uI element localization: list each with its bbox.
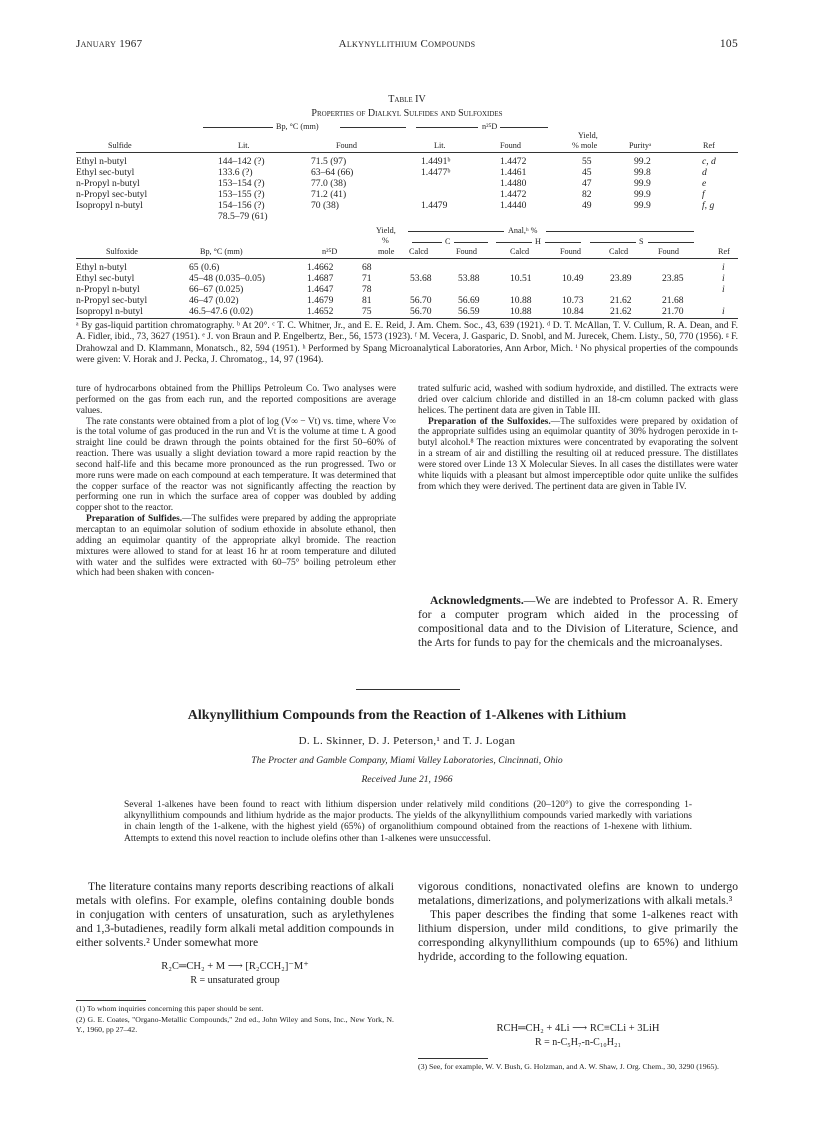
ref: i xyxy=(722,306,725,317)
bp-found: 63–64 (66) xyxy=(311,167,354,178)
ref: c, d xyxy=(702,156,716,167)
c-calcd-value: 56.70 xyxy=(410,295,432,306)
nd: 1.4647 xyxy=(307,284,334,295)
col-n-lit: Lit. xyxy=(434,141,446,150)
footnote-rule xyxy=(418,1058,488,1059)
nd-group-header: n²⁵D xyxy=(482,122,498,131)
article-separator xyxy=(356,689,460,690)
bp-lit: 133.6 (?) xyxy=(218,167,253,178)
s-rule-right xyxy=(648,242,694,243)
yield-header-2: % mole xyxy=(572,141,598,150)
bp: 46.5–47.6 (0.02) xyxy=(189,306,253,317)
col-purity: Purityᵃ xyxy=(629,141,652,150)
n-found: 1.4461 xyxy=(500,167,527,178)
bp-group-header: Bp, °C (mm) xyxy=(276,122,319,131)
c-header: C xyxy=(445,237,451,246)
bp: 46–47 (0.02) xyxy=(189,295,239,306)
paragraph-text: —The sulfoxides were prepared by oxidation of the appropriate sulfides using an equimolar quantity of 30% hydrogen peroxide in t-butyl alcohol.⁸ The reaction mixtures were concentrated by evaporating the solvent in a stream of air and distilling the resulting oil at reduced pressure. The distillates were stored over Linde 13 X Molecular Sieves. In all cases the distillates were water white liquids with a pleasant but almost imperceptible odor quite unlike the sulfides from which they were derived. The pertinent data are given in Table IV. xyxy=(418,416,738,492)
paragraph xyxy=(418,594,738,650)
yield: 82 xyxy=(582,189,592,200)
header-date: January 1967 xyxy=(76,38,143,50)
article-left-column xyxy=(76,880,394,950)
anal-rule-right xyxy=(546,231,694,232)
yield: 71 xyxy=(362,273,372,284)
yield: 81 xyxy=(362,295,372,306)
bp-group-rule-left xyxy=(203,127,273,128)
sulfide-name: n-Propyl n-butyl xyxy=(76,178,140,189)
equation-2-note: R = n-C₅H₇-n-C₁₀H₂₁ xyxy=(534,1037,621,1048)
h-calcd: Calcd xyxy=(510,247,530,256)
col-ref: Ref xyxy=(718,247,730,256)
col-ref: Ref xyxy=(703,141,715,150)
equation-1: R₂C═CH₂ + M ⟶ [R₂CCH₂]⁻M⁺ xyxy=(161,961,309,972)
paragraph: This paper describes the finding that some 1-alkenes react with lithium dispersion, under mild conditions, to give primarily the corresponding alkynyllithium compounds (up to 65%) and lithium hydride, according to the following equation. xyxy=(418,907,738,963)
c-calcd-value: 56.70 xyxy=(410,306,432,317)
s-found-value: 21.68 xyxy=(662,295,684,306)
equation-2: RCH═CH₂ + 4Li ⟶ RC≡CLi + 3LiH xyxy=(496,1023,660,1034)
s-rule-left xyxy=(590,242,636,243)
footnote-rule xyxy=(76,1000,146,1001)
bp-group-rule-right xyxy=(340,127,406,128)
c-rule-right xyxy=(454,242,488,243)
bp-lit: 153–154 (?) xyxy=(218,178,265,189)
s-header: S xyxy=(639,237,644,246)
sx-yield-header-2: % xyxy=(382,236,389,245)
ref: f xyxy=(702,189,705,200)
abstract: Several 1-alkenes have been found to react with lithium dispersion under relatively mild conditions (20–120°) to give the corresponding 1-alkynyllithium compounds and lithium hydride as the major products. The yields of the alkynyllithium compounds varied markedly with variations in chain length of the 1-alkene, with the highest yield (65%) of organolithium compound obtained from the reactions of 1-hexene with lithium. Attempts to extend this novel reaction to include olefins other than 1-alkenes were unsuccessful. xyxy=(124,800,692,844)
sulfide-name: Isopropyl n-butyl xyxy=(76,200,143,211)
prev-article-left-column xyxy=(76,384,396,579)
yield: 75 xyxy=(362,306,372,317)
section-heading: Acknowledgments. xyxy=(430,594,524,607)
ref: i xyxy=(722,273,725,284)
yield-header-1: Yield, xyxy=(578,131,598,140)
nd: 1.4662 xyxy=(307,262,334,273)
footnote-1: (1) To whom inquiries concerning this paper should be sent. xyxy=(76,1004,264,1013)
sx-yield-header-1: Yield, xyxy=(376,226,396,235)
nd: 1.4687 xyxy=(307,273,334,284)
article-affiliation: The Procter and Gamble Company, Miami Valley Laboratories, Cincinnati, Ohio xyxy=(251,755,563,766)
sulfide-name: n-Propyl sec-butyl xyxy=(76,189,148,200)
col-lit: Lit. xyxy=(238,141,250,150)
table-footnotes: ᵃ By gas-liquid partition chromatography. ᵇ At 20°. ᶜ T. C. Whitner, Jr., and E. E. Reid, J. Am. Chem. Soc., 43, 639 (1921). ᵈ D. T. McAllan, T. V. Cullum, R. A. Dean, and F. A. Fidler, ibid., 73, 3627 (1951). ᵉ J. von Braun and P. Engelbertz, Ber., 56, 1573 (1923). ᶠ M. Vecera, J. Gasparic, D. Snobl, and M. Jurecek, Chem. Listy., 50, 770 (1956). ᵍ F. Drahowzal and D. Klammann, Monatsch., 82, 594 (1951). ʰ Performed by Spang Microanalytical Laboratories, Ann Arbor, Mich. ⁱ No physical properties of the compounds were given: V. Horak and J. Pecka, J. Chromatog., 14, 97 (1964). xyxy=(76,321,738,366)
sulfoxide-name: Ethyl sec-butyl xyxy=(76,273,135,284)
c-calcd: Calcd xyxy=(409,247,429,256)
purity: 99.9 xyxy=(634,178,651,189)
paragraph-text: —We are indebted to Professor A. R. Emery for a computer program which aided in the processing of compositional data and to the Division of Literature, Science, and the Arts for funds to pay for the chemicals and the microanalyses. xyxy=(418,594,738,649)
paragraph: ture of hydrocarbons obtained from the Phillips Petroleum Co. Two analyses were performed on the gas from each run, and the reported compositions are average values. xyxy=(76,384,396,416)
equation-1-note: R = unsaturated group xyxy=(190,975,280,986)
acknowledgments xyxy=(418,594,738,650)
c-found-value: 56.59 xyxy=(458,306,480,317)
sulfoxide-name: n-Propyl n-butyl xyxy=(76,284,140,295)
prev-article-right-column xyxy=(418,384,738,492)
n-found: 1.4480 xyxy=(500,178,527,189)
paragraph xyxy=(76,514,396,579)
footnote-2: (2) G. E. Coates, "Organo-Metallic Compounds," 2nd ed., John Wiley and Sons, Inc., New York, N. Y., 1960, pp 27–42. xyxy=(76,1015,394,1034)
yield: 47 xyxy=(582,178,592,189)
col-sulfoxide: Sulfoxide xyxy=(106,247,138,256)
s-calcd-value: 21.62 xyxy=(610,306,632,317)
c-found: Found xyxy=(456,247,477,256)
yield: 68 xyxy=(362,262,372,273)
table-bottom-rule xyxy=(76,318,738,319)
h-found-value: 10.49 xyxy=(562,273,584,284)
sulfide-name: Ethyl sec-butyl xyxy=(76,167,135,178)
article-title: Alkynyllithium Compounds from the Reaction of 1-Alkenes with Lithium xyxy=(187,708,627,723)
c-found-value: 53.88 xyxy=(458,273,480,284)
h-rule-right xyxy=(545,242,581,243)
h-found-value: 10.73 xyxy=(562,295,584,306)
ref: e xyxy=(702,178,707,189)
n-found: 1.4472 xyxy=(500,156,527,167)
header-journal-title: Alkynyllithium Compounds xyxy=(338,38,476,50)
c-calcd-value: 53.68 xyxy=(410,273,432,284)
ref: f, g xyxy=(702,200,715,211)
purity: 99.9 xyxy=(634,189,651,200)
bp-found: 70 (38) xyxy=(311,200,339,211)
n-lit: 1.4477ᵇ xyxy=(421,167,451,178)
sulfoxide-name: Ethyl n-butyl xyxy=(76,262,127,273)
nd-group-rule-right xyxy=(500,127,548,128)
n-lit: 1.4479 xyxy=(421,200,448,211)
table-rule xyxy=(76,152,738,153)
section-heading: Preparation of Sulfides. xyxy=(86,514,183,525)
article-authors: D. L. Skinner, D. J. Peterson,¹ and T. J. Logan xyxy=(298,735,516,747)
s-calcd-value: 23.89 xyxy=(610,273,632,284)
paragraph: vigorous conditions, nonactivated olefins are known to undergo metalations, dimerizations, and polymerizations with alkali metals.³ xyxy=(418,880,738,907)
c-rule-left xyxy=(412,242,442,243)
s-found: Found xyxy=(658,247,679,256)
yield: 78 xyxy=(362,284,372,295)
s-calcd-value: 21.62 xyxy=(610,295,632,306)
nd-group-rule-left xyxy=(416,127,478,128)
table-label: Table IV xyxy=(388,94,426,105)
paragraph-text: —The sulfides were prepared by adding the appropriate mercaptan to an equimolar solution of sodium ethoxide in absolute ethanol, then adding an equimolar quantity of the appropriate alkyl bromide. The reaction mixtures were allowed to stand for at least 16 hr at room temperature and diluted with water and the sulfides were extracted with 60–75° boiling petroleum ether which had been shaken with concen- xyxy=(76,514,396,579)
purity: 99.8 xyxy=(634,167,651,178)
bp: 45–48 (0.035–0.05) xyxy=(189,273,265,284)
col-bp: Bp, °C (mm) xyxy=(200,247,243,256)
bp-found: 77.0 (38) xyxy=(311,178,347,189)
yield: 55 xyxy=(582,156,592,167)
col-found: Found xyxy=(336,141,357,150)
page-number: 105 xyxy=(719,38,738,50)
h-found-value: 10.84 xyxy=(562,306,584,317)
bp: 65 (0.6) xyxy=(189,262,220,273)
bp-lit: 153–155 (?) xyxy=(218,189,265,200)
yield: 49 xyxy=(582,200,592,211)
n-found: 1.4472 xyxy=(500,189,527,200)
yield: 45 xyxy=(582,167,592,178)
bp-lit: 144–142 (?) xyxy=(218,156,265,167)
h-calcd-value: 10.88 xyxy=(510,295,532,306)
h-calcd-value: 10.88 xyxy=(510,306,532,317)
anal-rule-left xyxy=(408,231,504,232)
paragraph: trated sulfuric acid, washed with sodium hydroxide, and distilled. The extracts were dried over calcium chloride and distilled in an 18-cm column packed with glass helices. The pertinent data are given in Table III. xyxy=(418,384,738,416)
paragraph: The literature contains many reports describing reactions of alkali metals with olefins. For example, olefins containing double bonds in conjugation with centers of unsaturation, such as arylethylenes and 1,3-butadienes, readily form alkali metal addition compounds in either solvents.² Under somewhat more xyxy=(76,880,394,949)
c-found-value: 56.69 xyxy=(458,295,480,306)
sx-yield-header-3: mole xyxy=(378,247,395,256)
bp-lit: 154–156 (?) xyxy=(218,200,265,211)
h-header: H xyxy=(535,237,541,246)
col-n-found: Found xyxy=(500,141,521,150)
bp-found: 71.5 (97) xyxy=(311,156,347,167)
purity: 99.2 xyxy=(634,156,651,167)
bp-lit-extra: 78.5–79 (61) xyxy=(218,211,268,222)
paragraph: The rate constants were obtained from a plot of log (V∞ − Vt) vs. time, where V∞ is the total volume of gas produced in the run and Vt is the volume at time t. A good straight line could be drawn through the points obtained for the first 50–60% of reaction. There was usually a slight deviation toward a more rapid reaction by the second half-life and this became more pronounced as the run progressed. Two or more runs were made on each compound at each temperature. It was determined that the copper surface of the reactor was not significantly affecting the reaction by performing one run in which the surface area of copper was doubled by adding copper shot to the reactor. xyxy=(76,416,396,514)
col-sulfide: Sulfide xyxy=(108,141,132,150)
s-calcd: Calcd xyxy=(609,247,629,256)
paragraph xyxy=(418,417,738,493)
h-calcd-value: 10.51 xyxy=(510,273,532,284)
bp: 66–67 (0.025) xyxy=(189,284,244,295)
nd: 1.4652 xyxy=(307,306,334,317)
s-found-value: 23.85 xyxy=(662,273,684,284)
section-heading: Preparation of the Sulfoxides. xyxy=(428,416,551,427)
footnote-3: (3) See, for example, W. V. Bush, G. Holzman, and A. W. Shaw, J. Org. Chem., 30, 3290 (1965). xyxy=(418,1062,719,1071)
col-nd: n²⁵D xyxy=(322,247,338,256)
ref: i xyxy=(722,284,725,295)
s-found-value: 21.70 xyxy=(662,306,684,317)
sulfoxide-name: Isopropyl n-butyl xyxy=(76,306,143,317)
sulfide-name: Ethyl n-butyl xyxy=(76,156,127,167)
n-lit: 1.4491ᵇ xyxy=(421,156,451,167)
n-found: 1.4440 xyxy=(500,200,527,211)
purity: 99.9 xyxy=(634,200,651,211)
h-found: Found xyxy=(560,247,581,256)
sulfoxide-name: n-Propyl sec-butyl xyxy=(76,295,148,306)
article-right-column xyxy=(418,880,738,963)
nd: 1.4679 xyxy=(307,295,334,306)
received-date: Received June 21, 1966 xyxy=(361,774,453,785)
table-title: Properties of Dialkyl Sulfides and Sulfoxides xyxy=(311,108,503,119)
table-rule xyxy=(76,258,738,259)
anal-header: Anal,ʰ % xyxy=(508,226,538,235)
ref: d xyxy=(702,167,707,178)
bp-found: 71.2 (41) xyxy=(311,189,347,200)
h-rule-left xyxy=(496,242,532,243)
ref: i xyxy=(722,262,725,273)
